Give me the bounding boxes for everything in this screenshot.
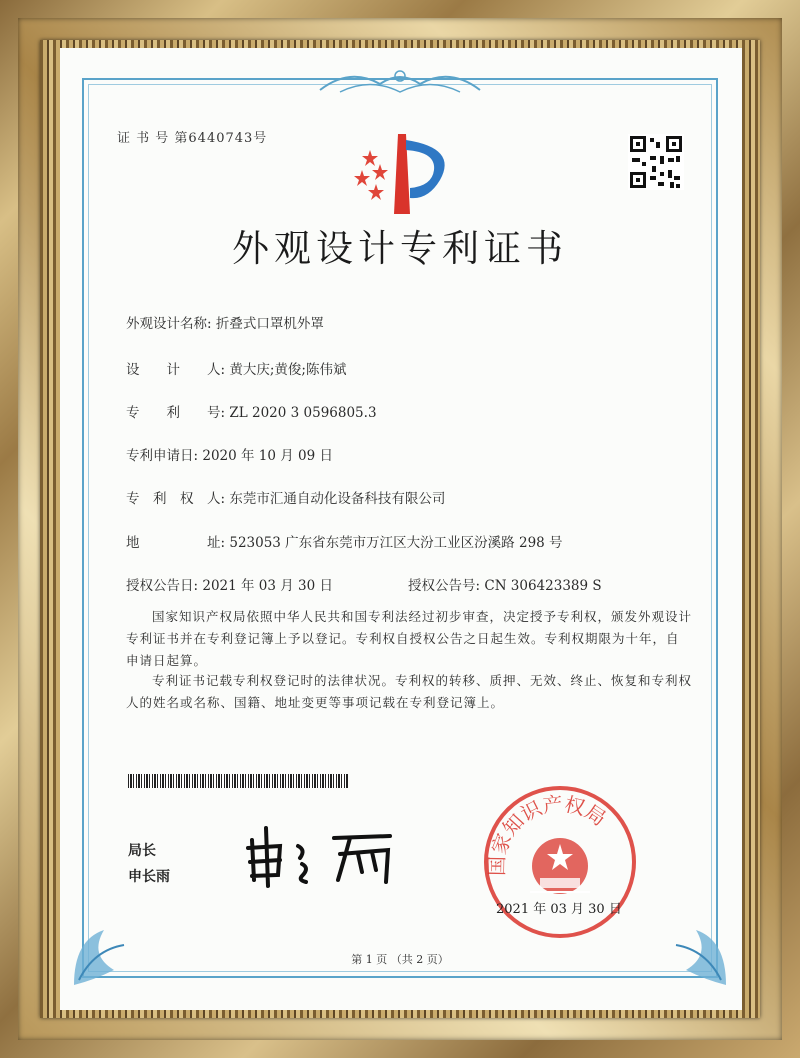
field-value: 2021 年 03 月 30 日: [202, 578, 334, 594]
field-designers: [126, 358, 346, 378]
handwritten-signature: [240, 820, 420, 890]
field-value: 黄大庆;黄俊;陈伟斌: [229, 362, 347, 378]
official-seal: [480, 782, 640, 942]
barcode: [128, 774, 348, 788]
field-label: 授权公告日:: [126, 578, 199, 594]
field-value: 523053 广东省东莞市万江区大汾工业区汾溪路 298 号: [229, 535, 563, 551]
field-value: CN 306423389 S: [484, 578, 602, 594]
field-value: 2020 年 10 月 09 日: [202, 448, 334, 464]
field-design-name: [126, 312, 324, 332]
field-application-date: [126, 444, 333, 464]
field-label: 地 址:: [126, 535, 226, 551]
certificate-number: 证 书 号 第6440743号: [117, 131, 268, 146]
field-address: [126, 531, 563, 551]
qr-code: [628, 134, 684, 190]
legal-paragraph-1: 国家知识产权局依照中华人民共和国专利法经过初步审查，决定授予专利权，颁发外观设计专利证书并在专利登记簿上予以登记。专利权自授权公告之日起生效。专利权期限为十年，自申请日起算。: [126, 609, 693, 668]
field-label: 专利申请日:: [126, 448, 199, 464]
seal-text: 国家知识产权局: [484, 791, 611, 877]
field-label: 专 利 权 人:: [126, 491, 226, 507]
field-grant-date: [126, 574, 333, 594]
field-value: 折叠式口罩机外罩: [215, 316, 324, 332]
top-ornament: [310, 62, 490, 102]
seal-date: 2021 年 03 月 30 日: [496, 902, 622, 917]
field-patent-number: [126, 401, 377, 421]
field-grant-number: [408, 574, 602, 594]
patent-office-logo: [340, 130, 460, 216]
field-value: 东莞市汇通自动化设备科技有限公司: [229, 491, 446, 507]
certificate-title: 外观设计专利证书: [232, 227, 568, 270]
field-label: 设 计 人:: [126, 362, 226, 378]
field-value: ZL 2020 3 0596805.3: [229, 405, 377, 421]
legal-paragraph-2: 专利证书记载专利权登记时的法律状况。专利权的转移、质押、无效、终止、恢复和专利权人的姓名或名称、国籍、地址变更等事项记载在专利登记簿上。: [126, 673, 693, 710]
page-number: 第 1 页 （共 2 页）: [351, 953, 449, 966]
signatory-title: 局长: [128, 843, 156, 859]
field-label: 外观设计名称:: [126, 316, 212, 332]
corner-ornament-bottom-right: [656, 900, 736, 990]
signatory-name: 申长雨: [128, 869, 170, 885]
field-label: 授权公告号:: [408, 578, 481, 594]
field-label: 专 利 号:: [126, 405, 226, 421]
field-patentee: [126, 487, 445, 507]
corner-ornament-bottom-left: [64, 900, 144, 990]
